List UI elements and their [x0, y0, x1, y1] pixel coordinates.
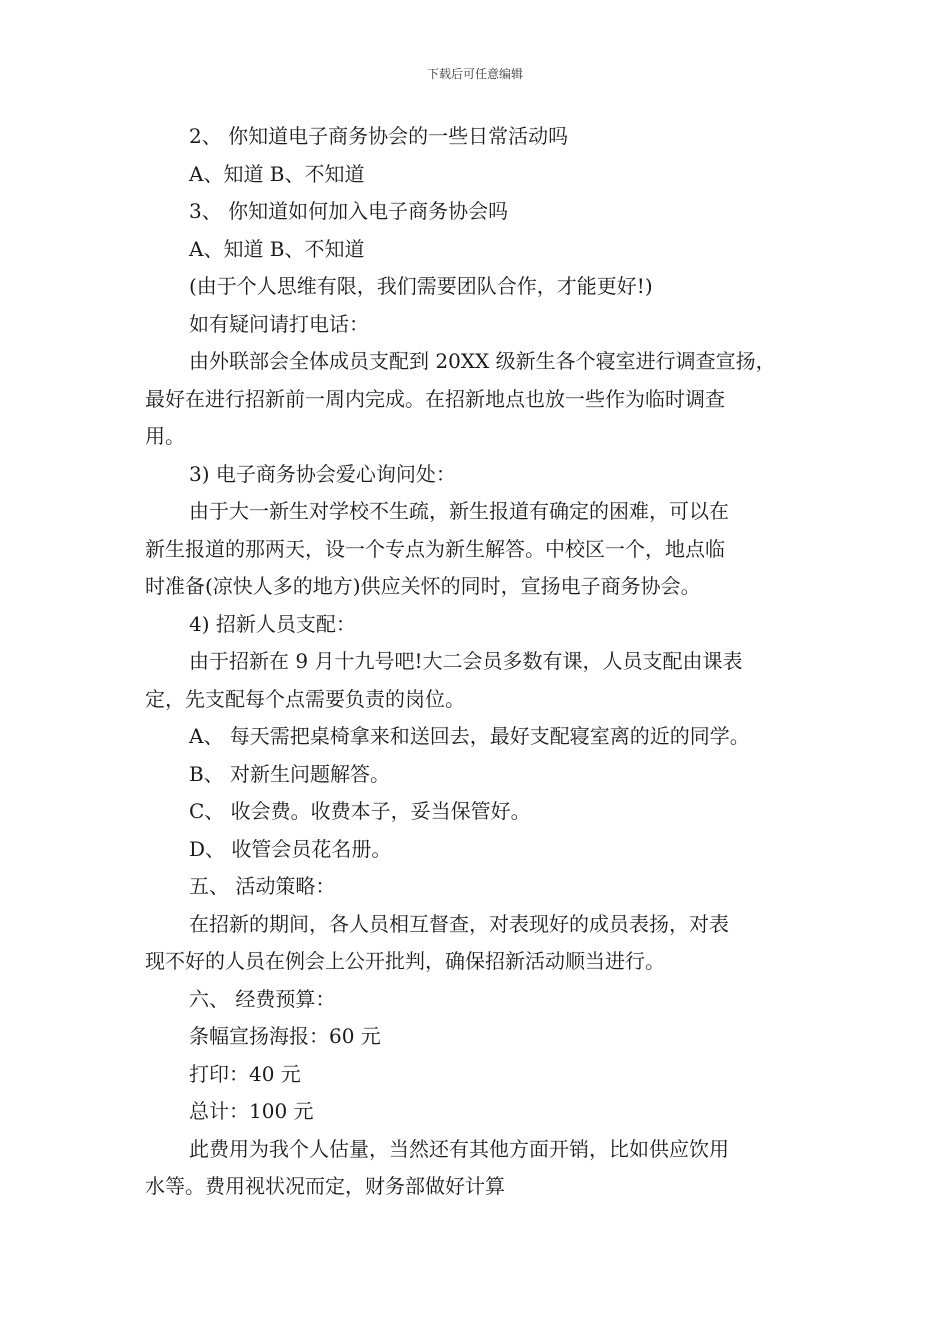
paragraph-line: 由于招新在 9 月十九号吧!大二会员多数有课，人员支配由课表 — [189, 649, 743, 673]
section-heading: 4) 招新人员支配： — [189, 611, 356, 636]
paragraph-line: (由于个人思维有限，我们需要团队合作，才能更好!) — [189, 274, 653, 298]
list-item: A、 每天需把桌椅拿来和送回去，最好支配寝室离的近的同学。 — [189, 724, 750, 748]
paragraph-line: 新生报道的那两天，设一个专点为新生解答。中校区一个，地点临 — [145, 536, 725, 561]
paragraph-line: 此费用为我个人估量，当然还有其他方面开销，比如供应饮用 — [189, 1136, 729, 1161]
section-heading: 3) 电子商务协会爱心询问处： — [189, 461, 456, 486]
budget-item: 条幅宣扬海报：60 元 — [189, 1024, 381, 1048]
answer-options: A、知道 B、不知道 — [189, 161, 365, 186]
paragraph-line: 由外联部会全体成员支配到 20XX 级新生各个寝室进行调查宣扬， — [189, 349, 776, 373]
paragraph-line: 最好在进行招新前一周内完成。在招新地点也放一些作为临时调查 — [145, 386, 725, 411]
budget-item: 打印：40 元 — [189, 1061, 301, 1086]
document-body — [145, 118, 810, 1206]
list-item: C、 收会费。收费本子，妥当保管好。 — [189, 799, 531, 823]
paragraph-line: 现不好的人员在例会上公开批判，确保招新活动顺当进行。 — [145, 949, 665, 973]
paragraph-line: 水等。费用视状况而定，财务部做好计算 — [145, 1174, 505, 1198]
answer-options: A、知道 B、不知道 — [189, 236, 365, 261]
paragraph-line: 定，先支配每个点需要负责的岗位。 — [145, 686, 465, 711]
paragraph-line: 时准备(凉快人多的地方)供应关怀的同时，宣扬电子商务协会。 — [145, 574, 701, 598]
question-3: 3、 你知道如何加入电子商务协会吗 — [189, 199, 509, 223]
paragraph-line: 用。 — [145, 424, 185, 448]
question-2: 2、 你知道电子商务协会的一些日常活动吗 — [189, 124, 569, 148]
paragraph-line: 如有疑问请打电话： — [189, 311, 369, 336]
list-item: D、 收管会员花名册。 — [189, 836, 392, 861]
paragraph-line: 在招新的期间，各人员相互督查，对表现好的成员表扬，对表 — [189, 911, 729, 936]
section-heading: 六、 经费预算： — [189, 986, 336, 1011]
page-header: 下载后可任意编辑 — [426, 67, 523, 81]
paragraph-line: 由于大一新生对学校不生疏，新生报道有确定的困难，可以在 — [189, 499, 729, 523]
section-heading: 五、 活动策略： — [189, 874, 336, 898]
budget-total: 总计：100 元 — [189, 1099, 314, 1123]
list-item: B、 对新生问题解答。 — [189, 761, 391, 786]
